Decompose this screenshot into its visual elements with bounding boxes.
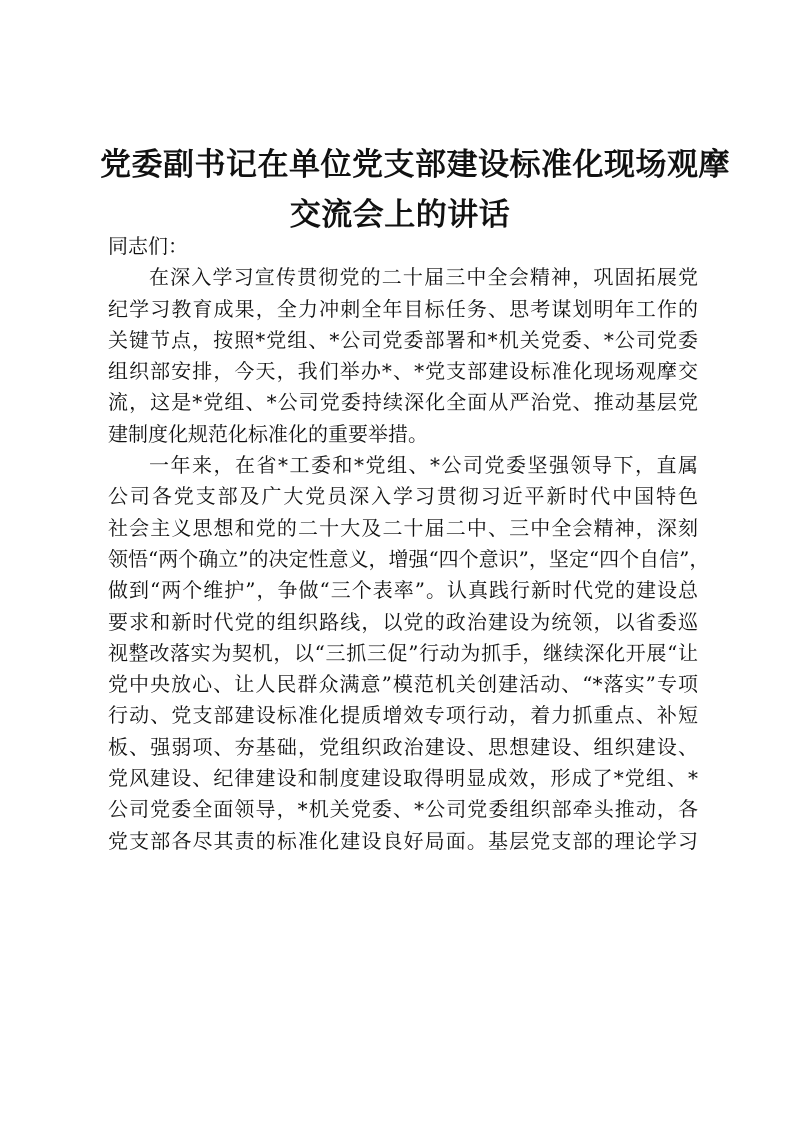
paragraph-line: 要求和新时代党的组织路线，以党的政治建设为统领，以省委巡	[108, 609, 698, 634]
paragraph-line: 关键节点，按照*党组、*公司党委部署和*机关党委、*公司党委	[108, 327, 698, 352]
paragraph-line: 组织部安排，今天，我们举办*、*党支部建设标准化现场观摩交	[108, 359, 698, 384]
paragraph-line: 板、强弱项、夯基础，党组织政治建设、思想建设、组织建设、	[108, 734, 698, 759]
paragraph-line: 建制度化规范化标准化的重要举措。	[108, 421, 428, 446]
paragraph-line: 党中央放心、让人民群众满意”模范机关创建活动、“*落实”专项	[108, 672, 698, 697]
document-body	[108, 231, 710, 857]
document-title	[100, 140, 730, 240]
paragraph-2	[108, 450, 710, 857]
paragraph-line: 纪学习教育成果，全力冲刺全年目标任务、思考谋划明年工作的	[108, 296, 698, 321]
paragraph-line: 公司党委全面领导，*机关党委、*公司党委组织部牵头推动，各	[108, 797, 698, 822]
paragraph-1	[108, 262, 698, 450]
paragraph-line: 一年来，在省*工委和*党组、*公司党委坚强领导下，直属	[149, 453, 698, 478]
paragraph-line: 在深入学习宣传贯彻党的二十届三中全会精神，巩固拓展党	[149, 265, 698, 290]
title-line-2: 交流会上的讲话	[289, 197, 511, 233]
salutation: 同志们：	[108, 234, 188, 258]
paragraph-line: 党支部各尽其责的标准化建设良好局面。基层党支部的理论学习	[108, 828, 698, 853]
paragraph-line: 党风建设、纪律建设和制度建设取得明显成效，形成了*党组、*	[108, 766, 698, 791]
title-line-1: 党委副书记在单位党支部建设标准化现场观摩	[100, 147, 730, 183]
paragraph-line: 领悟“两个确立”的决定性意义，增强“四个意识”，坚定“四个自信”，	[108, 546, 710, 571]
paragraph-line: 社会主义思想和党的二十大及二十届二中、三中全会精神，深刻	[108, 515, 698, 540]
paragraph-line: 行动、党支部建设标准化提质增效专项行动，着力抓重点、补短	[108, 703, 698, 728]
paragraph-line: 做到“两个维护”，争做“三个表率”。认真践行新时代党的建设总	[108, 578, 698, 603]
paragraph-line: 公司各党支部及广大党员深入学习贯彻习近平新时代中国特色	[108, 484, 698, 509]
paragraph-line: 流，这是*党组、*公司党委持续深化全面从严治党、推动基层党	[108, 390, 698, 415]
paragraph-line: 视整改落实为契机，以“三抓三促”行动为抓手，继续深化开展“让	[108, 640, 698, 665]
